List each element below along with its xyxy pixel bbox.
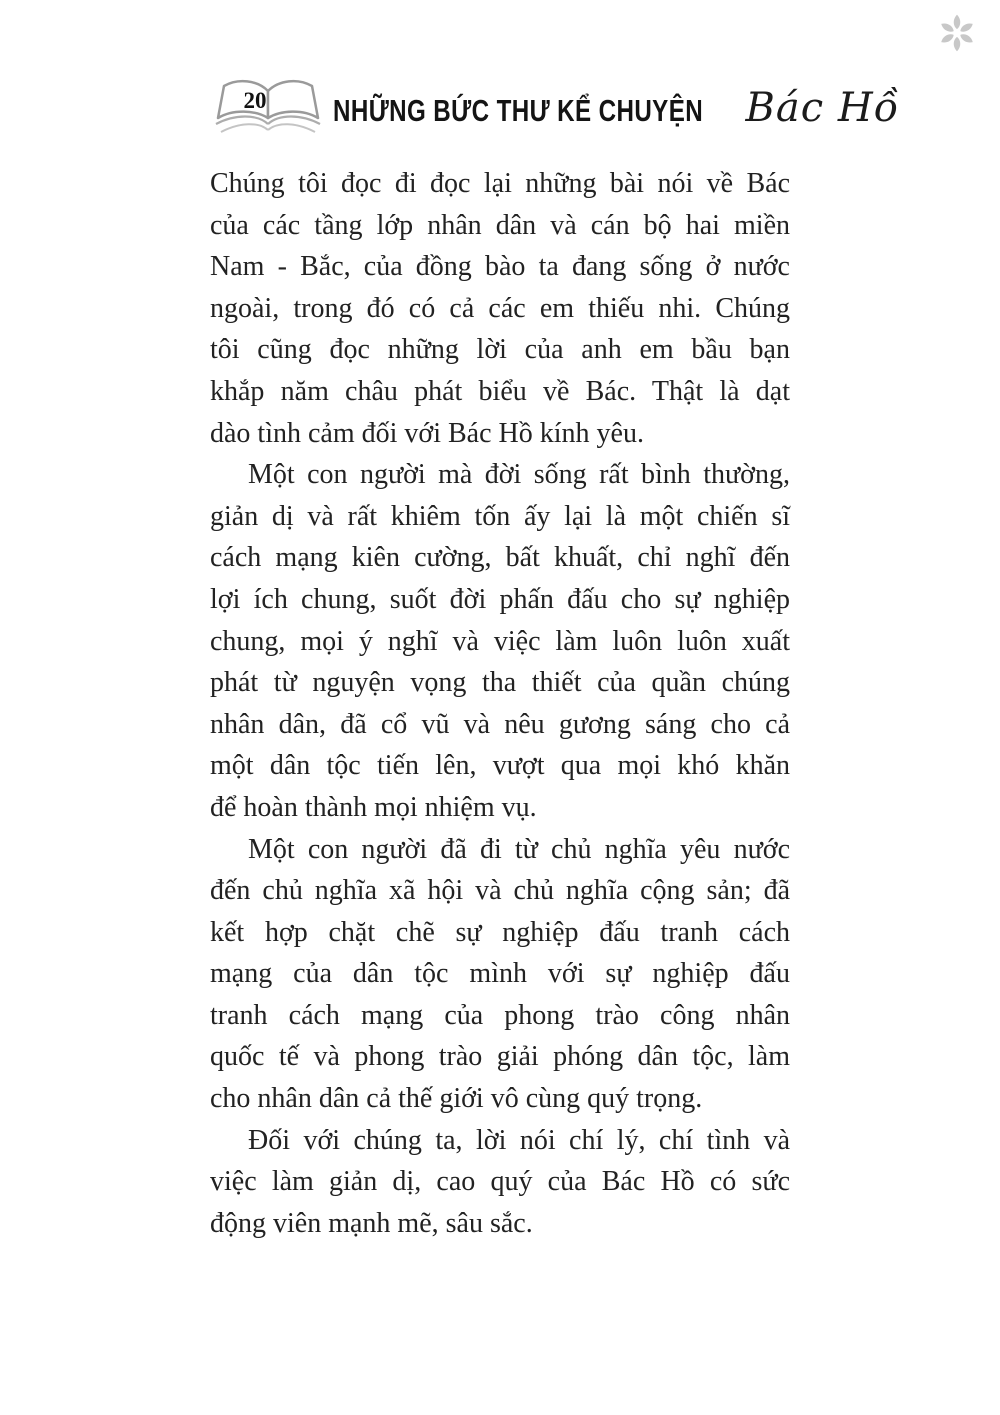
text-line: dào tình cảm đối với Bác Hồ kính yêu. xyxy=(210,417,644,449)
text-line: mạng của dân tộc mình với sự nghiệp đấu xyxy=(210,958,790,990)
text-line: ngoài, trong đó có cả các em thiếu nhi. Chúng xyxy=(210,292,790,324)
book-title-script: Bác Hồ xyxy=(745,85,900,131)
text-line: đến chủ nghĩa xã hội và chủ nghĩa cộng sản; đã xyxy=(210,875,790,907)
text-line: lợi ích chung, suốt đời phấn đấu cho sự nghiệp xyxy=(210,583,790,615)
text-line: của các tầng lớp nhân dân và cán bộ hai miền xyxy=(210,209,790,241)
text-line: để hoàn thành mọi nhiệm vụ. xyxy=(210,791,537,823)
text-line: một dân tộc tiến lên, vượt qua mọi khó khăn xyxy=(210,750,790,782)
text-line: phát từ nguyện vọng tha thiết của quần chúng xyxy=(210,667,790,699)
text-line: Nam - Bắc, của đồng bào ta đang sống ở nước xyxy=(210,251,790,283)
series-title: NHỮNG BỨC THƯ KỂ CHUYỆN xyxy=(333,93,704,128)
text-line: tranh cách mạng của phong trào công nhân xyxy=(210,999,790,1031)
text-line: khắp năm châu phát biểu về Bác. Thật là dạt xyxy=(210,375,790,407)
flower-ornament-icon xyxy=(934,10,980,56)
paragraph xyxy=(210,1120,790,1245)
page-header xyxy=(213,72,900,144)
text-line: kết hợp chặt chẽ sự nghiệp đấu tranh cách xyxy=(210,916,790,948)
text-line: Một con người mà đời sống rất bình thường, xyxy=(248,459,790,491)
paragraph xyxy=(210,454,790,828)
text-line: Đối với chúng ta, lời nói chí lý, chí tình và xyxy=(248,1124,790,1156)
text-line: cho nhân dân cả thế giới vô cùng quý trọng. xyxy=(210,1083,703,1115)
text-line: Một con người đã đi từ chủ nghĩa yêu nước xyxy=(248,833,790,865)
paragraph xyxy=(210,829,790,1120)
text-line: Chúng tôi đọc đi đọc lại những bài nói về Bác xyxy=(210,168,790,199)
text-line: chung, mọi ý nghĩ và việc làm luôn luôn xuất xyxy=(210,625,790,657)
text-line: nhân dân, đã cổ vũ và nêu gương sáng cho cả xyxy=(210,708,790,740)
text-line: giản dị và rất khiêm tốn ấy lại là một chiến sĩ xyxy=(210,500,790,532)
page-number: 20 xyxy=(243,88,267,113)
header-titles xyxy=(333,85,899,131)
text-line: quốc tế và phong trào giải phóng dân tộc, làm xyxy=(210,1041,790,1073)
text-line: cách mạng kiên cường, bất khuất, chỉ nghĩ đến xyxy=(210,542,790,574)
paragraph xyxy=(210,163,790,454)
open-book-icon xyxy=(213,73,323,143)
text-line: động viên mạnh mẽ, sâu sắc. xyxy=(210,1207,533,1239)
text-line: việc làm giản dị, cao quý của Bác Hồ có sức xyxy=(210,1166,790,1198)
text-block xyxy=(210,163,790,1244)
text-line: tôi cũng đọc những lời của anh em bầu bạn xyxy=(210,334,790,366)
